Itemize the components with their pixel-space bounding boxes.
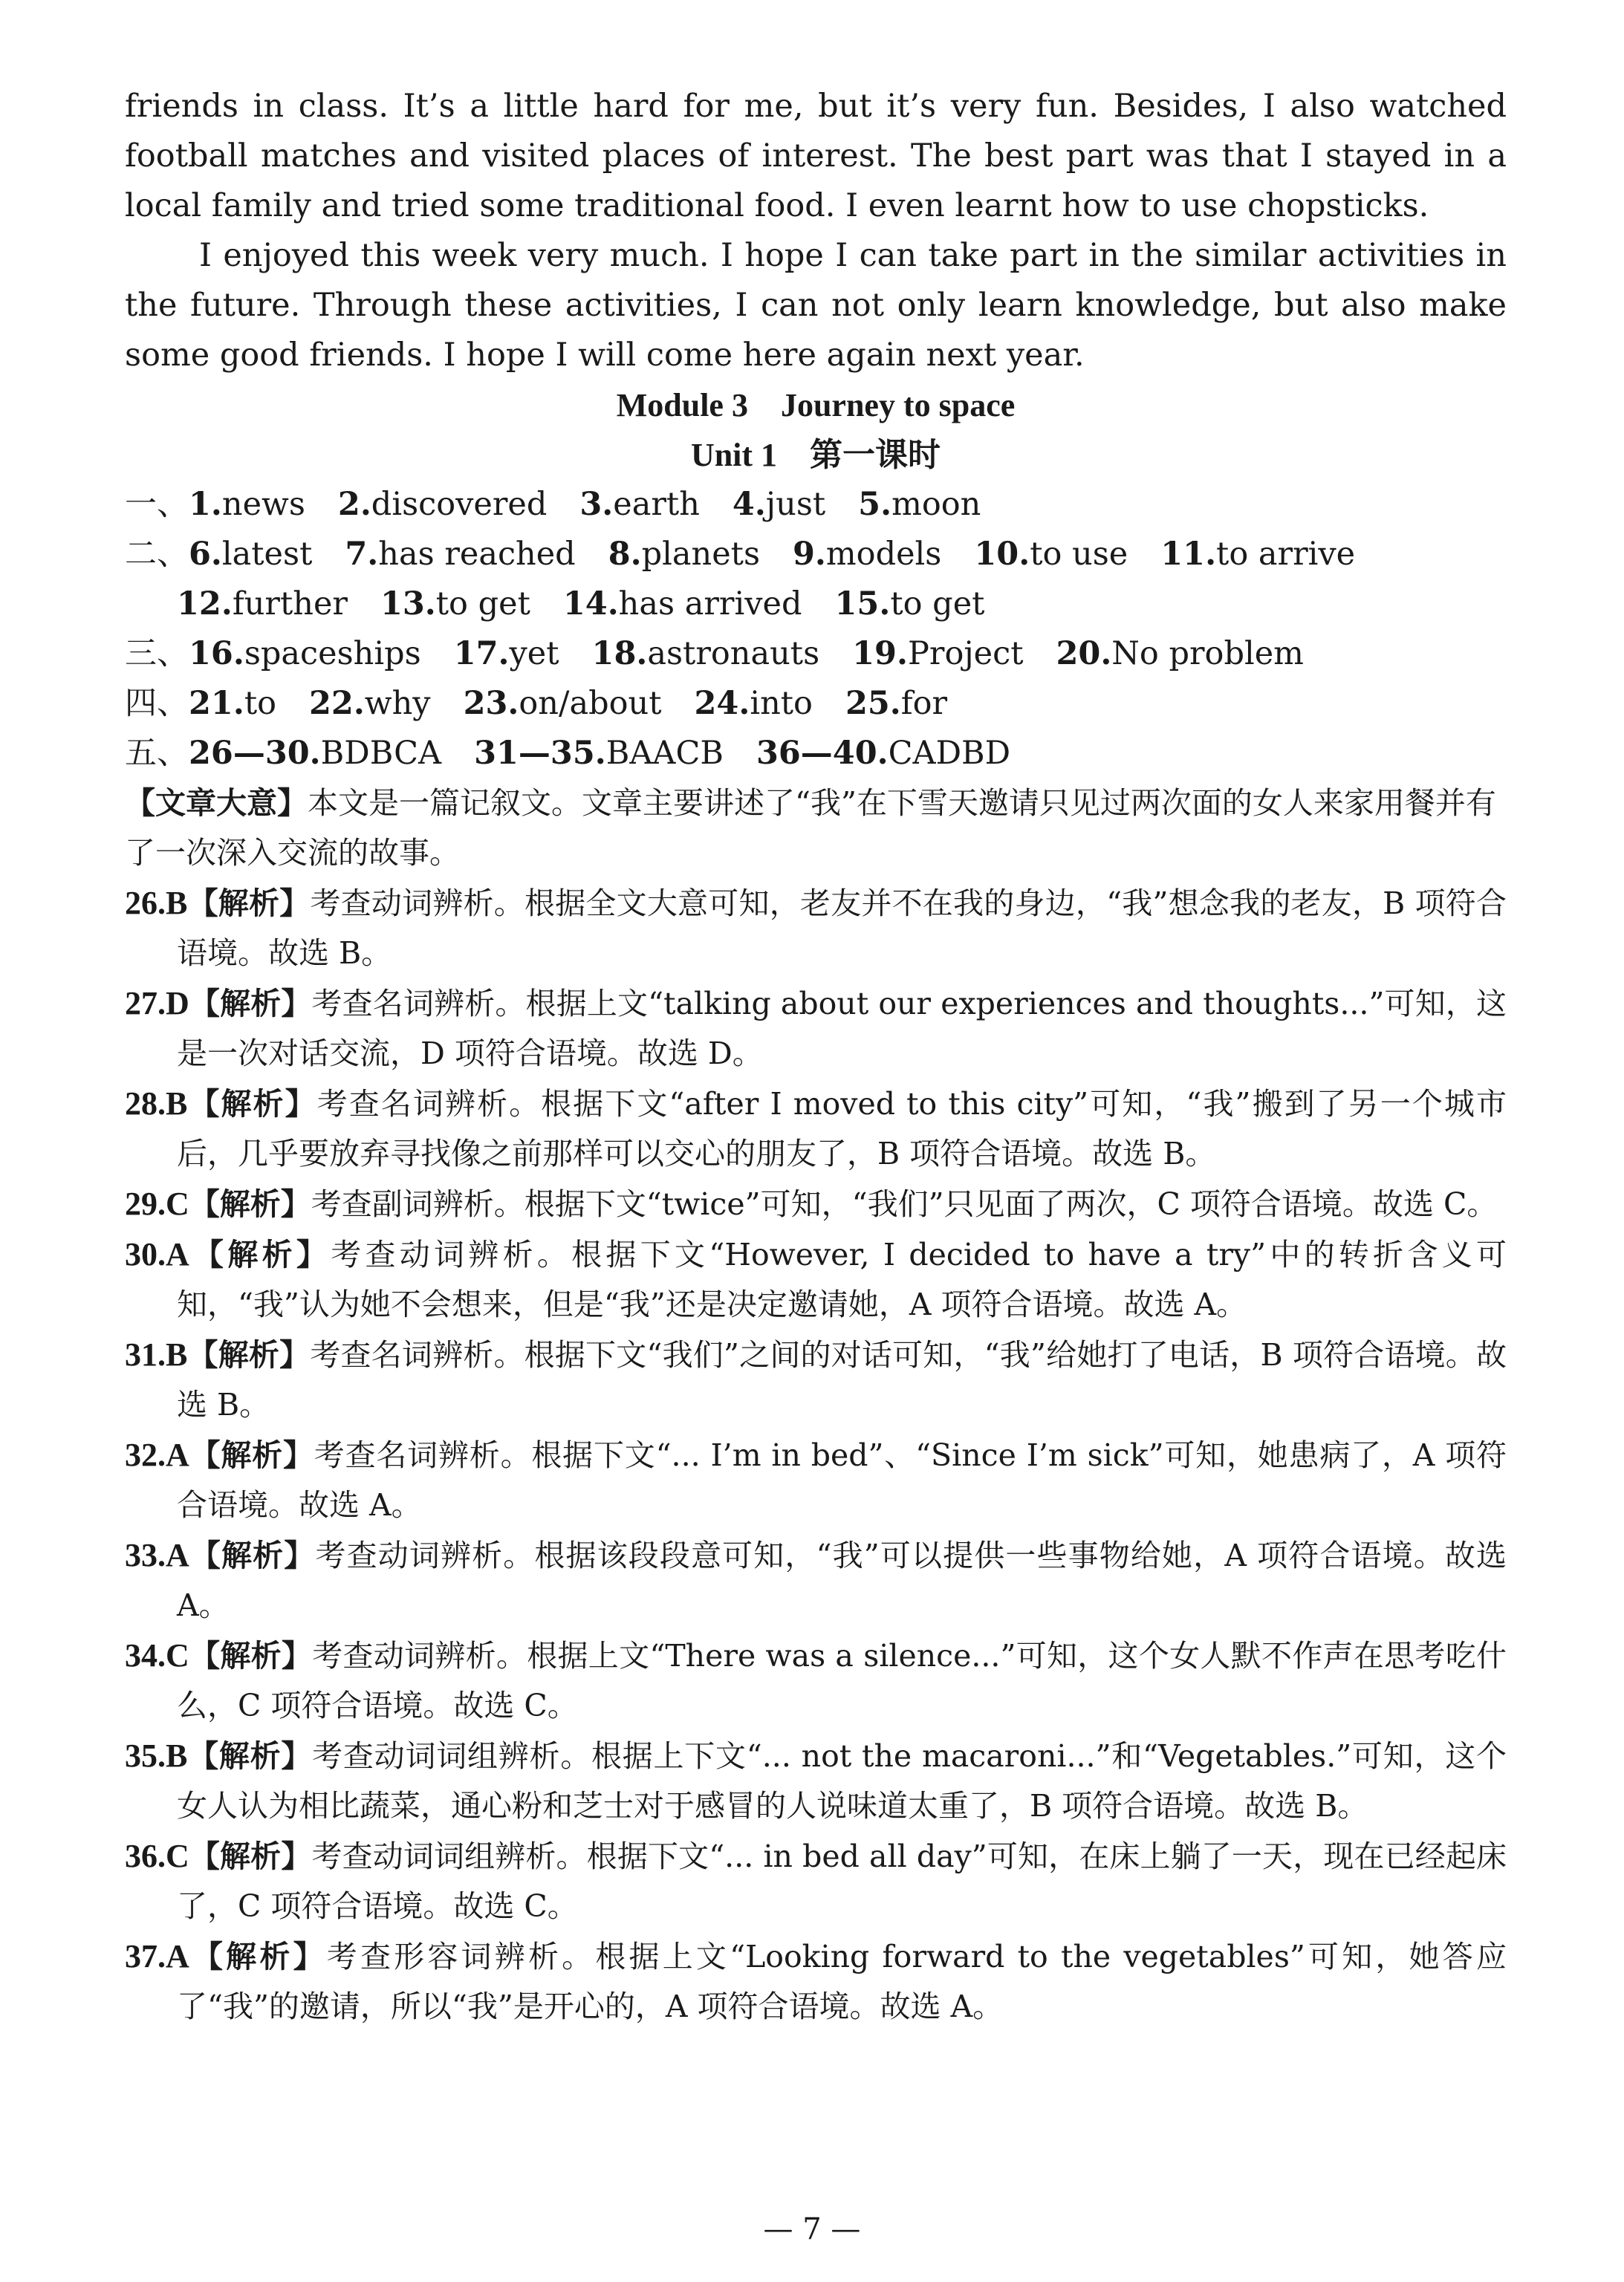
explanation-27: 27.D【解析】考查名词辨析。根据上文“talking about our experiences and thoughts...”可知，这是一次对话交流，D 项符合语境。故选 D。 [125,985,1507,1071]
explanation-35: 35.B【解析】考查动词词组辨析。根据上下文“... not the macaroni...”和“Vegetables.”可知，这个女人认为相比蔬菜，通心粉和芝士对于感冒的人说味道太重了，B 项符合语境。故选 B。 [125,1737,1507,1824]
summary-tag: 【文章大意】 [125,785,308,821]
answer-row-2 [125,530,1507,579]
answer-item: 14.has arrived [562,585,802,622]
answer-item: 8.planets [608,536,761,573]
explanation-28: 28.B【解析】考查名词辨析。根据下文“after I moved to this city”可知，“我”搬到了另一个城市后，几乎要放弃寻找像之前那样可以交心的朋友了，B 项符合语境。故选 B。 [125,1085,1507,1171]
page-number: — 7 — [763,2212,861,2246]
intro-paragraph-1: friends in class. It’s a little hard for me, but it’s very fun. Besides, I also watched football matches and visited places of interest. The best part was that I stayed in a local family and tried some traditional food. I even learnt how to use chopsticks. [125,88,1507,224]
intro-paragraph-2: I enjoyed this week very much. I hope I can take part in the similar activities in the future. Through these activities, I can not only learn knowledge, but also make some good friends. I hope I will come here again next year. [125,237,1507,374]
row-prefix: 三、 [125,635,189,672]
answer-item: 21.to [189,685,276,722]
explanation-31: 31.B【解析】考查名词辨析。根据下文“我们”之间的对话可知，“我”给她打了电话，B 项符合语境。故选 B。 [125,1336,1507,1423]
explanation-36: 36.C【解析】考查动词词组辨析。根据下文“... in bed all day”可知，在床上躺了一天，现在已经起床了，C 项符合语境。故选 C。 [125,1838,1507,1924]
answer-item: 10.to use [974,536,1128,573]
answer-item: 6.latest [189,536,313,573]
answer-row-5 [125,679,1507,729]
answer-item: 24.into [694,685,813,722]
answer-item: 13.to get [380,585,530,622]
answer-item: 31—35.BAACB [474,735,724,772]
row-prefix: 四、 [125,685,189,722]
row-prefix: 五、 [125,735,189,772]
answer-row-4 [125,629,1507,679]
explanation-32: 32.A【解析】考查名词辨析。根据下文“... I’m in bed”、“Since I’m sick”可知，她患病了，A 项符合语境。故选 A。 [125,1437,1507,1523]
answer-item: 16.spaceships [189,635,421,672]
explanation-34: 34.C【解析】考查动词辨析。根据上文“There was a silence...”可知，这个女人默不作声在思考吃什么，C 项符合语境。故选 C。 [125,1637,1507,1723]
answer-item: 11.to arrive [1160,536,1356,573]
answer-item: 4.just [732,486,826,523]
answer-item: 36—40.CADBD [756,735,1011,772]
answer-item: 9.models [793,536,942,573]
answer-item: 25.for [845,685,948,722]
row-prefix: 一、 [125,486,189,523]
summary-text: 本文是一篇记叙文。文章主要讲述了“我”在下雪天邀请只见过两次面的女人来家用餐并有了一次深入交流的故事。 [125,785,1496,871]
module-title: Module 3 Journey to space [616,387,1016,423]
answer-row-3 [125,579,1507,629]
answer-item: 12.further [177,585,348,622]
explanation-37: 37.A【解析】考查形容词辨析。根据上文“Looking forward to the vegetables”可知，她答应了“我”的邀请，所以“我”是开心的，A 项符合语境。故选 A。 [125,1938,1507,2024]
unit-title: Unit 1 第一课时 [690,437,941,473]
answer-item: 18.astronauts [591,635,820,672]
answer-item: 26—30.BDBCA [189,735,442,772]
explanation-26: 26.B【解析】考查动词辨析。根据全文大意可知，老友并不在我的身边，“我”想念我的老友，B 项符合语境。故选 B。 [125,885,1507,971]
answer-row-1 [125,480,1507,530]
answer-item: 7.has reached [345,536,576,573]
answer-item: 22.why [308,685,431,722]
answer-item: 23.on/about [463,685,662,722]
answer-item: 5.moon [858,486,981,523]
answer-rows [125,480,1507,778]
answer-item: 3.earth [579,486,700,523]
answer-item: 1.news [189,486,305,523]
answer-item: 15.to get [834,585,985,622]
row-prefix: 二、 [125,536,189,573]
article-summary [125,778,1507,878]
answer-item: 2.discovered [337,486,548,523]
answer-row-6 [125,729,1507,778]
answer-item: 17.yet [453,635,559,672]
explanations [125,878,1507,2032]
answer-item: 20.No problem [1056,635,1304,672]
explanation-29: 29.C【解析】考查副词辨析。根据下文“twice”可知，“我们”只见面了两次，C 项符合语境。故选 C。 [125,1186,1498,1222]
explanation-33: 33.A【解析】考查动词辨析。根据该段段意可知，“我”可以提供一些事物给她，A 项符合语境。故选 A。 [125,1537,1507,1623]
document-page [125,82,1507,2032]
answer-item: 19.Project [852,635,1024,672]
explanation-30: 30.A【解析】考查动词辨析。根据下文“However, I decided to have a try”中的转折含义可知，“我”认为她不会想来，但是“我”还是决定邀请她，A 项符合语境。故选 A。 [125,1236,1507,1322]
